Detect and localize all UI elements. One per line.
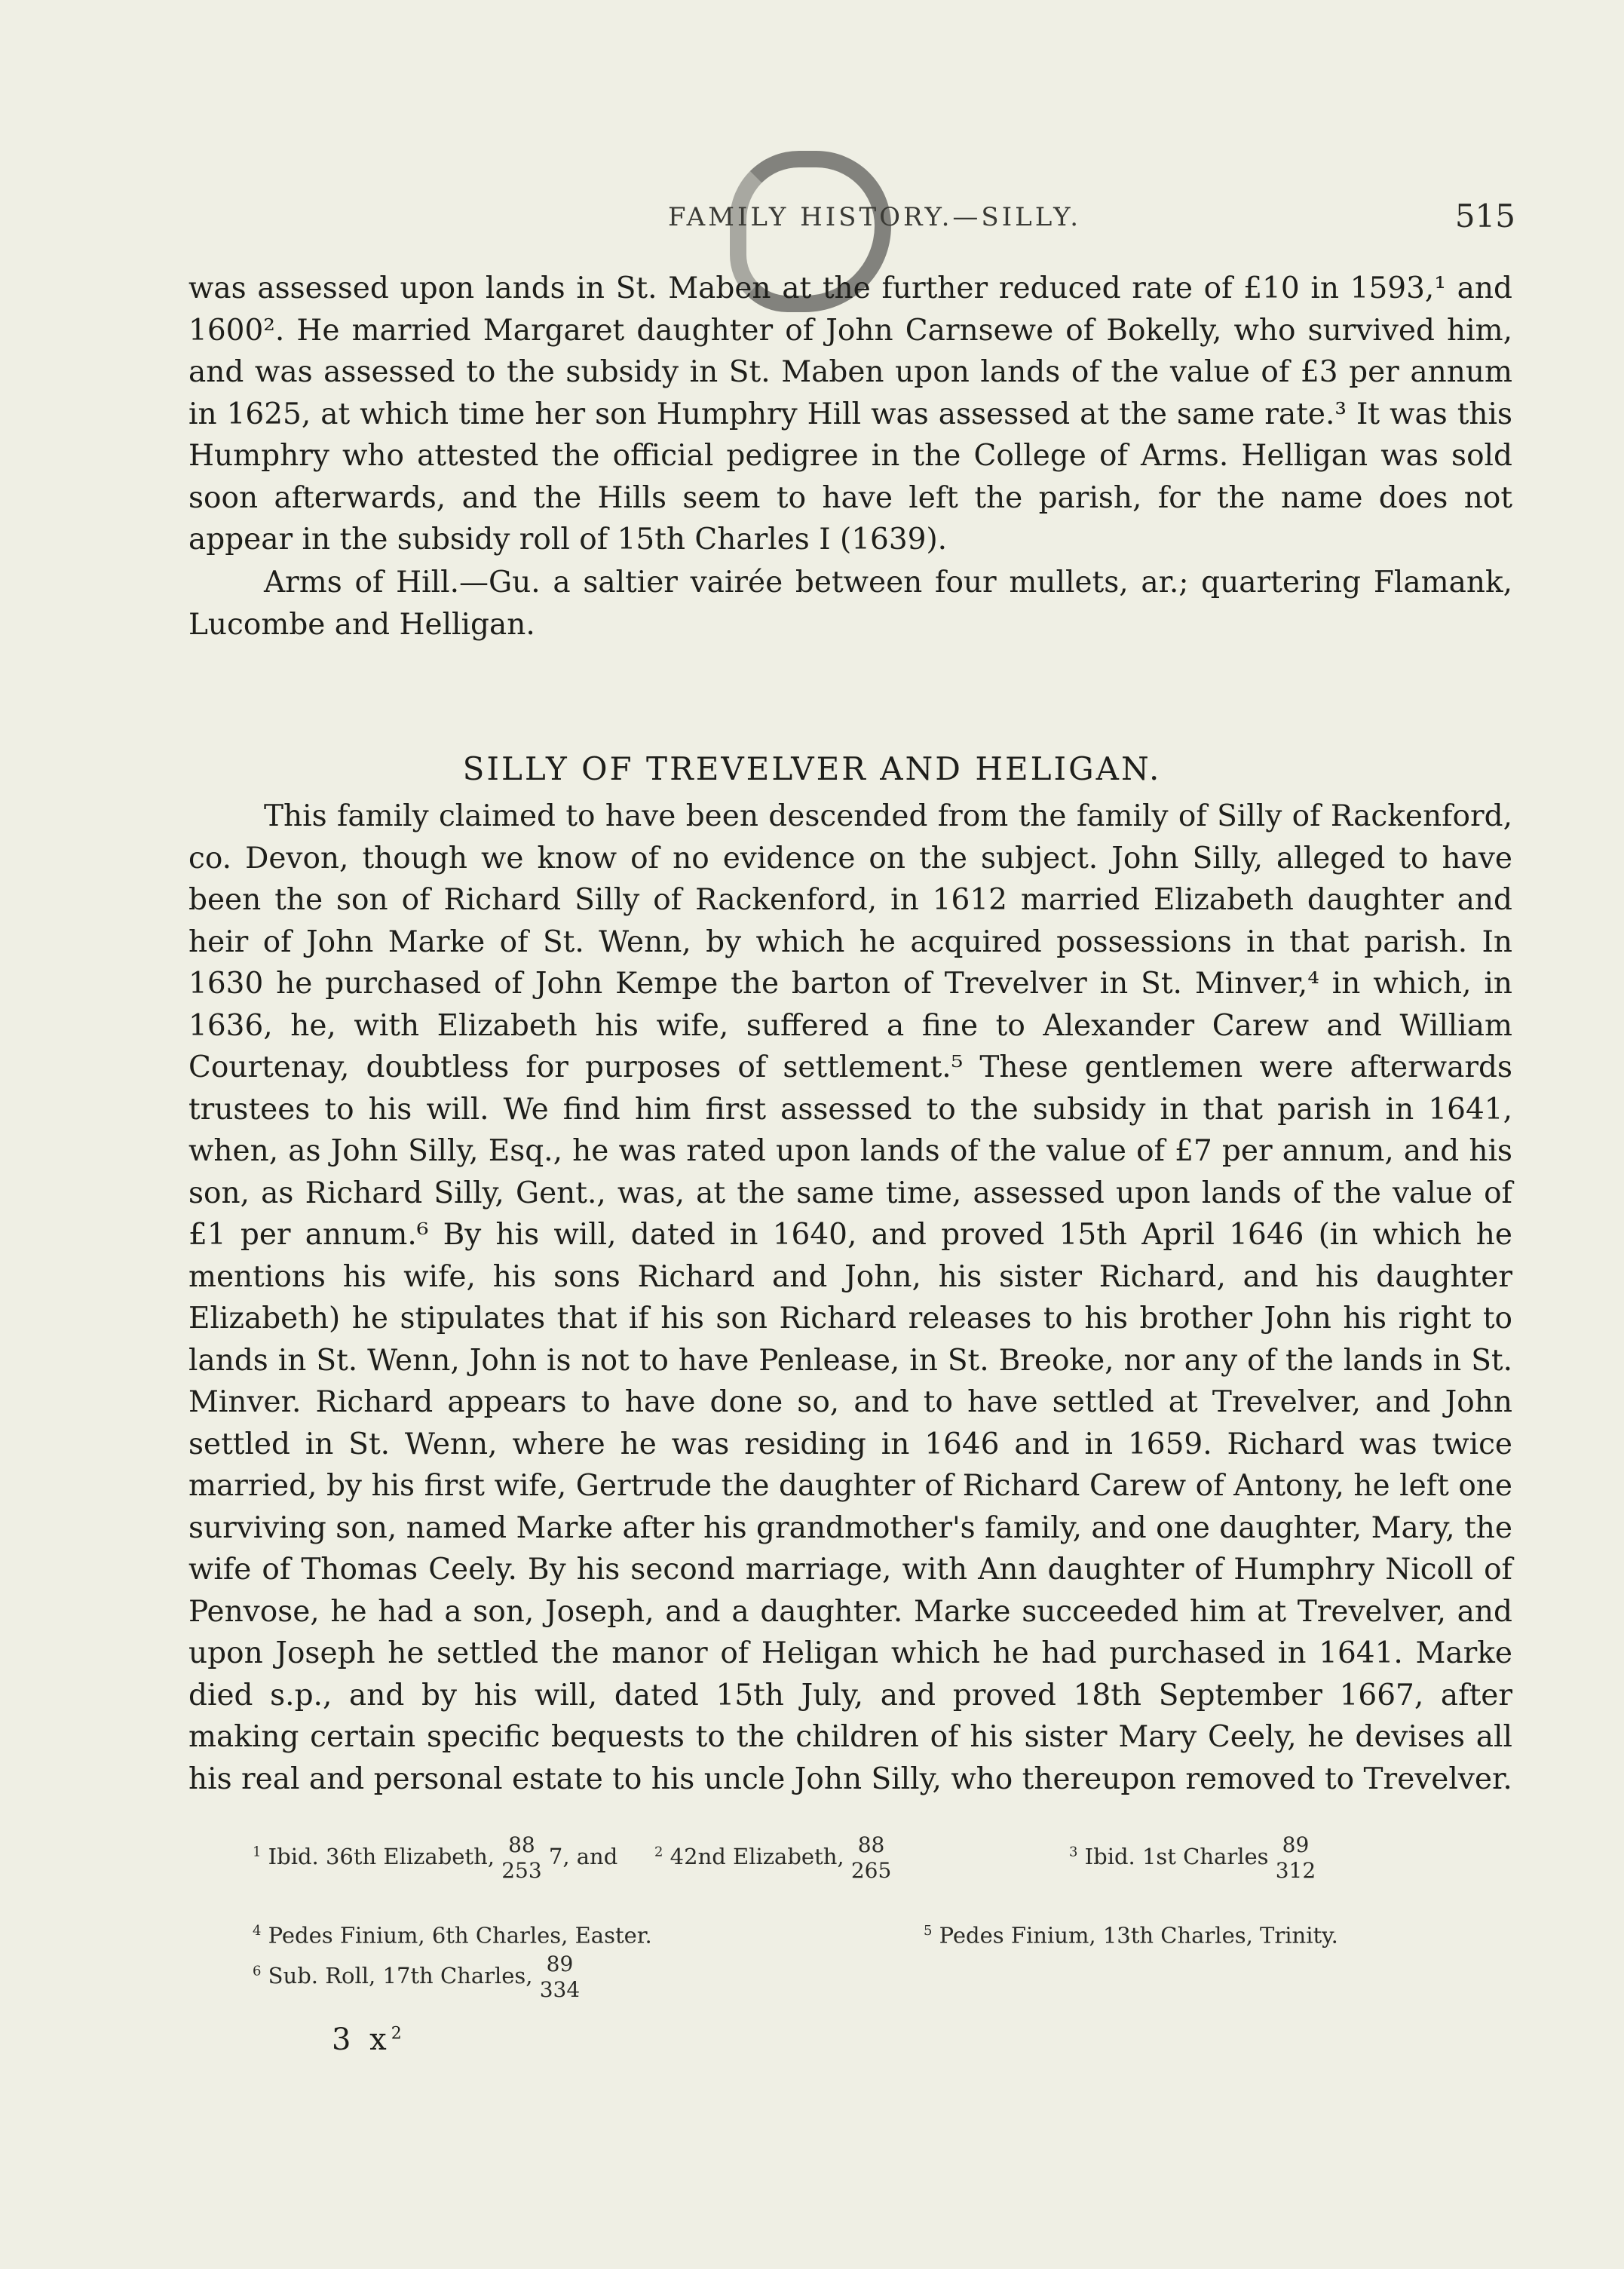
- fraction: 88 253: [501, 1832, 542, 1883]
- signature-mark: 3 $x^2$: [332, 2022, 406, 2057]
- section-title: SILLY OF TREVELVER AND HELIGAN.: [462, 750, 1162, 787]
- footnote-5: $^5$ Pedes Finium, 13th Charles, Trinity.: [924, 1922, 1338, 1949]
- footnote-2: $^2$ 42nd Elizabeth, 88 265: [654, 1832, 892, 1883]
- paragraph-hill-family: was assessed upon lands in St. Maben at the further reduced rate of £10 in 1593,¹ and 1600². He married Margaret daughter of John Carnsewe of Bokelly, who survived him, and was assessed to the subsidy in St. Maben upon lands of the value of £3 per annum in 1625, at which time her son Humphry Hill was assessed at the same rate.³ It was this Humphry who attested the official pedigree in the College of Arms. Helligan was sold soon afterwards, and the Hills seem to have left the parish, for the name does not appear in the subsidy roll of 15th Charles I (1639).: [188, 271, 1512, 557]
- fraction: 88 265: [850, 1832, 892, 1883]
- fraction: 89 334: [539, 1952, 581, 2002]
- fraction: 89 312: [1275, 1832, 1316, 1883]
- running-head: FAMILY HISTORY.—SILLY.: [667, 202, 1081, 232]
- paragraph-arms-of-hill: Arms of Hill.—Gu. a saltier vairée between four mullets, ar.; quartering Flamank, Lucombe and Helligan.: [188, 566, 1512, 642]
- footnote-3: $^3$ Ibid. 1st Charles 89 312: [1069, 1832, 1316, 1883]
- footnote-4: $^4$ Pedes Finium, 6th Charles, Easter.: [253, 1922, 652, 1949]
- footnote-6: $^6$ Sub. Roll, 17th Charles, 89 334: [253, 1952, 581, 2002]
- footnote-1: $^1$ Ibid. 36th Elizabeth, 88 253 7, and: [253, 1832, 618, 1883]
- page-number: 515: [1454, 198, 1515, 235]
- paragraph-silly-family: This family claimed to have been descended from the family of Silly of Rackenford, co. Devon, though we know of no evidence on the subject. John Silly, alleged to have been the son of Richard Silly of Rackenford, in 1612 married Elizabeth daughter and heir of John Marke of St. Wenn, by which he acquired possessions in that parish. In 1630 he purchased of John Kempe the barton of Trevelver in St. Minver,⁴ in which, in 1636, he, with Elizabeth his wife, suffered a fine to Alexander Carew and William Courtenay, doubtless for purposes of settlement.⁵ These gentlemen were afterwards trustees to his will. We find him first assessed to the subsidy in that parish in 1641, when, as John Silly, Esq., he was rated upon lands of the value of £7 per annum, and his son, as Richard Silly, Gent., was, at the same time, assessed upon lands of the value of £1 per annum.⁶ By his will, dated in 1640, and proved 15th April 1646 (in which he mentions his wife, his sons Richard and John, his sister Richard, and his daughter Elizabeth) he stipulates that if his son Richard releases to his brother John his right to lands in St. Wenn, John is not to have Penlease, in St. Breoke, nor any of the lands in St. Minver. Richard appears to have done so, and to have settled at Trevelver, and John settled in St. Wenn, where he was residing in 1646 and in 1659. Richard was twice married, by his first wife, Gertrude the daughter of Richard Carew of Antony, he left one surviving son, named Marke after his grandmother's family, and one daughter, Mary, the wife of Thomas Ceely. By his second marriage, with Ann daughter of Humphry Nicoll of Penvose, he had a son, Joseph, and a daughter. Marke succeeded him at Trevelver, and upon Joseph he settled the manor of Heligan which he had purchased in 1641. Marke died s.p., and by his will, dated 15th July, and proved 18th September 1667, after making certain specific bequests to the children of his sister Mary Ceely, he devises all his real and personal estate to his uncle John Silly, who thereupon removed to Trevelver.: [188, 799, 1512, 1796]
